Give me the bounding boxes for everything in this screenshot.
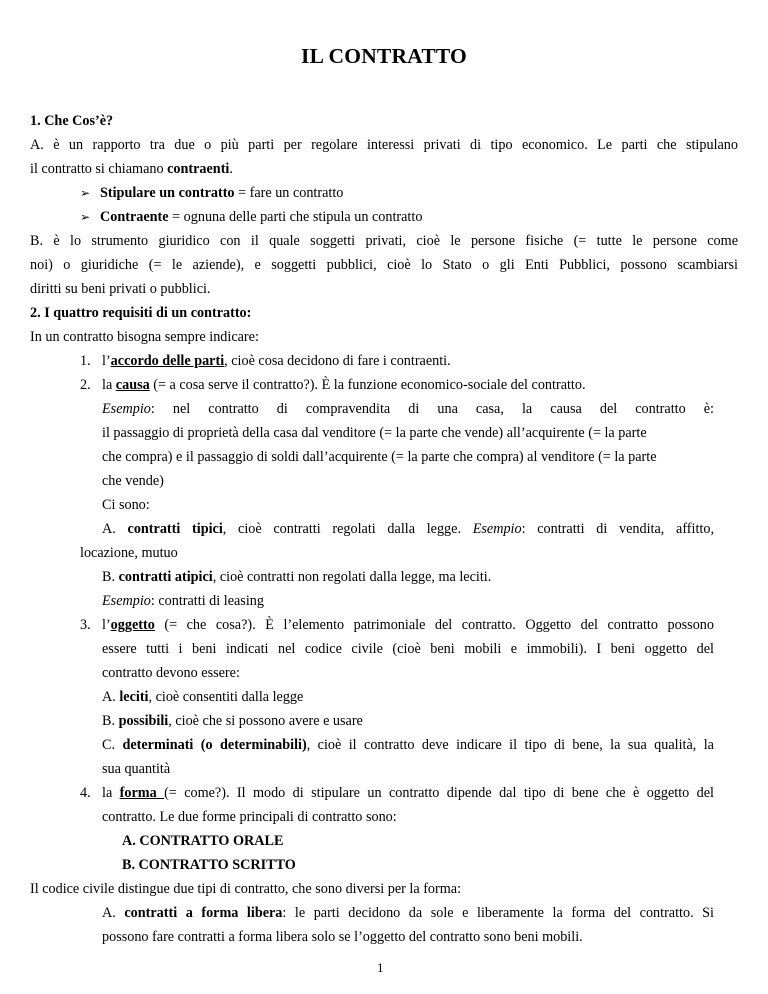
text-span: A. xyxy=(102,905,125,921)
list-item-line: contratto devono essere: xyxy=(102,665,240,681)
bold-term: determinati (o determinabili) xyxy=(122,737,307,753)
paragraph-line: B. è lo strumento giuridico con il quale soggetti privati, cioè le persone fisiche (= tutte le persone come xyxy=(30,233,738,249)
example-line: che compra) e il passaggio di soldi dall’acquirente (= la parte che compra) al venditore (= la parte xyxy=(102,449,657,465)
bullet-item xyxy=(80,208,422,226)
text-span: C. xyxy=(102,737,123,753)
bold-term: Contraente xyxy=(100,209,169,225)
list-item xyxy=(102,376,586,394)
arrow-bullet-icon: ➢ xyxy=(80,186,91,200)
text-span: , cioè cosa decidono di fare i contraenti. xyxy=(224,353,451,369)
text-span: : nel contratto di compravendita di una casa, la causa del contratto è: xyxy=(150,401,714,417)
italic-term: Esempio xyxy=(102,593,151,609)
sub-item xyxy=(102,520,714,538)
paragraph-line: In un contratto bisogna sempre indicare: xyxy=(30,329,259,345)
text-span: (= come?). Il modo di stipulare un contratto dipende dal tipo di bene che è oggetto del xyxy=(164,785,714,801)
section-heading-1: 1. Che Cos’è? xyxy=(30,113,114,129)
bold-term: contratti tipici xyxy=(127,521,223,537)
text-span: l’ xyxy=(102,353,111,369)
sub-item xyxy=(102,736,714,754)
example-line: il passaggio di proprietà della casa dal venditore (= la parte che vende) all’acquirente (= la parte xyxy=(102,425,647,441)
text-span: : contratti di leasing xyxy=(150,593,264,609)
paragraph-line: noi) o giuridiche (= le aziende), e soggetti pubblici, cioè lo Stato o gli Enti Pubblici, possono scambiarsi xyxy=(30,257,738,273)
example-line xyxy=(102,400,714,418)
sub-item xyxy=(102,712,363,730)
text-span: A. xyxy=(102,521,128,537)
list-item-line: essere tutti i beni indicati nel codice civile (cioè beni mobili e immobili). I beni oggetto del xyxy=(102,641,714,657)
list-item xyxy=(102,784,714,802)
paragraph-line: Il codice civile distingue due tipi di contratto, che sono diversi per la forma: xyxy=(30,881,462,897)
italic-term: Esempio xyxy=(472,521,522,537)
text-span: : le parti decidono da sole e liberamente la forma del contratto. Si xyxy=(282,905,715,921)
list-number: 4. xyxy=(80,785,91,801)
arrow-bullet-icon: ➢ xyxy=(80,210,91,224)
bold-term: possibili xyxy=(118,713,169,729)
list-number: 3. xyxy=(80,617,91,633)
italic-term: Esempio xyxy=(102,401,151,417)
sub-item xyxy=(102,688,303,706)
sub-item-continuation: possono fare contratti a forma libera solo se l’oggetto del contratto sono beni mobili. xyxy=(102,929,583,945)
example-line: che vende) xyxy=(102,473,164,489)
example-line xyxy=(102,592,264,610)
text-span: , cioè contratti regolati dalla legge. xyxy=(222,521,473,537)
bullet-item xyxy=(80,184,343,202)
page-number: 1 xyxy=(377,960,384,975)
text-span: (= che cosa?). È l’elemento patrimoniale del contratto. Oggetto del contratto possono xyxy=(154,617,714,633)
text-span: A. xyxy=(102,689,120,705)
underlined-term: accordo delle parti xyxy=(110,353,225,369)
bold-term: contratti atipici xyxy=(118,569,213,585)
text-span: l’ xyxy=(102,617,111,633)
text-span: , cioè contratti non regolati dalla legge, ma leciti. xyxy=(212,569,492,585)
section-heading-2: 2. I quattro requisiti di un contratto: xyxy=(30,305,252,321)
paragraph-line: diritti su beni privati o pubblici. xyxy=(30,281,211,297)
bold-term: Stipulare un contratto xyxy=(100,185,235,201)
list-item-line: contratto. Le due forme principali di contratto sono: xyxy=(102,809,397,825)
underlined-term: causa xyxy=(115,377,150,393)
text-span: = ognuna delle parti che stipula un contratto xyxy=(168,209,423,225)
sub-item xyxy=(102,568,491,586)
text-span: B. xyxy=(102,713,119,729)
sub-item-continuation: locazione, mutuo xyxy=(80,545,178,561)
list-number: 1. xyxy=(80,353,91,369)
example-line: Ci sono: xyxy=(102,497,150,513)
text-span: = fare un contratto xyxy=(234,185,344,201)
text-span: , cioè consentiti dalla legge xyxy=(148,689,304,705)
text-span: la xyxy=(102,785,120,801)
text-span: la xyxy=(102,377,116,393)
bold-term: contratti a forma libera xyxy=(124,905,283,921)
text-span: il contratto si chiamano xyxy=(30,161,168,177)
bold-term: leciti xyxy=(119,689,149,705)
sub-item xyxy=(102,904,714,922)
text-span: , cioè il contratto deve indicare il tipo di bene, la sua qualità, la xyxy=(306,737,714,753)
underlined-term: oggetto xyxy=(110,617,155,633)
underlined-term: forma xyxy=(119,785,165,801)
list-item xyxy=(102,352,451,370)
page-title: IL CONTRATTO xyxy=(301,44,467,68)
text-span: B. xyxy=(102,569,119,585)
bold-term: contraenti xyxy=(167,161,230,177)
text-span: , cioè che si possono avere e usare xyxy=(168,713,363,729)
text-span: : contratti di vendita, affitto, xyxy=(521,521,714,537)
text-span: (= a cosa serve il contratto?). È la funzione economico-sociale del contratto. xyxy=(149,377,586,393)
paragraph-line: A. è un rapporto tra due o più parti per regolare interessi privati di tipo economico. Le parti che stipulano xyxy=(30,137,738,153)
paragraph-line xyxy=(30,160,233,178)
form-type-written: B. CONTRATTO SCRITTO xyxy=(122,857,296,873)
list-number: 2. xyxy=(80,377,91,393)
form-type-oral: A. CONTRATTO ORALE xyxy=(122,833,284,849)
list-item xyxy=(102,616,714,634)
text-span: . xyxy=(229,161,233,177)
sub-item-continuation: sua quantità xyxy=(102,761,171,777)
